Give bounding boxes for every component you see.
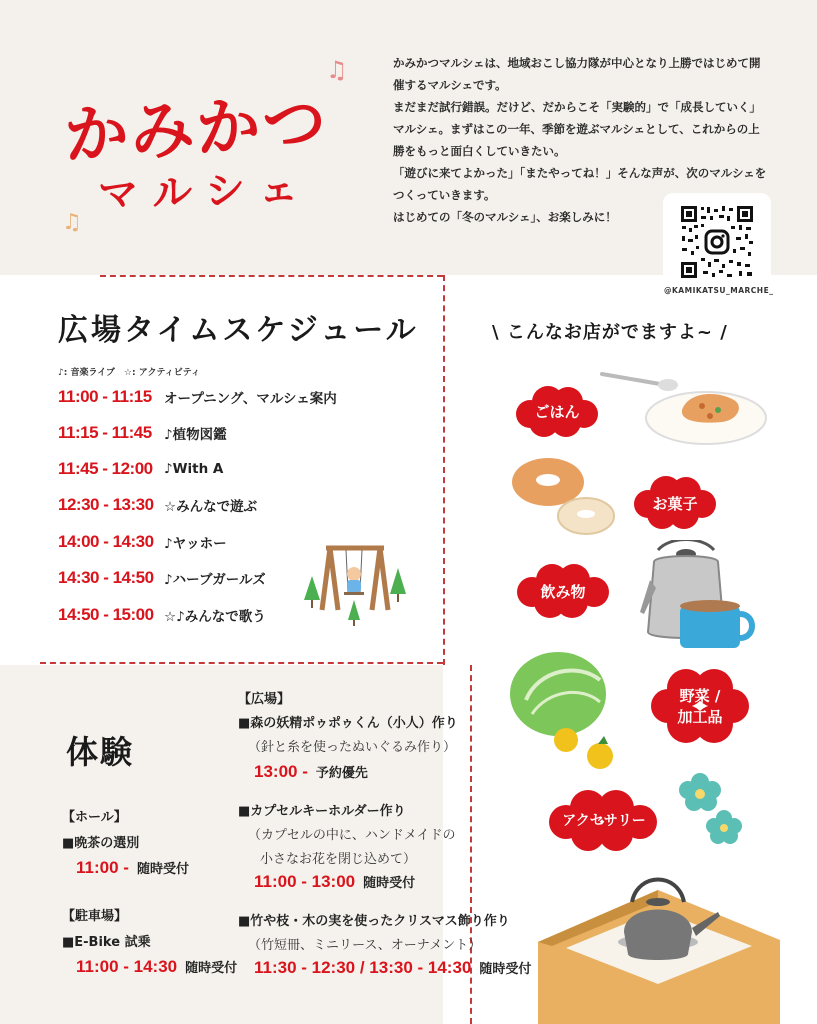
instagram-handle[interactable]: @KAMIKATSU_MARCHE_	[664, 286, 774, 295]
plaza-time-value: 13:00 -	[254, 762, 308, 781]
category-accessory: アクセサリー	[562, 813, 646, 829]
plaza-item-desc: （針と糸を使ったぬいぐるみ作り）	[248, 740, 457, 755]
schedule-time: 14:50 - 15:00	[58, 605, 154, 624]
schedule-legend: ♪: 音楽ライブ ☆: アクティビティ	[58, 368, 201, 378]
schedule-activity: ♪植物図鑑	[164, 427, 227, 443]
plaza-item-time	[254, 872, 415, 892]
hall-time	[76, 858, 189, 878]
schedule-row	[58, 382, 337, 412]
donut-illustration	[508, 452, 616, 542]
intro-line: かみかつマルシェは、地域おこし協力隊が中心となり上勝ではじめて開	[393, 56, 761, 70]
schedule-activity: ♪ハーブガールズ	[164, 572, 266, 588]
cabbage-illustration	[508, 640, 634, 774]
intro-line: 「遊びに来てよかった」「またやってね！」そんな声が、次のマルシェを	[393, 166, 767, 180]
plaza-item-time	[254, 958, 531, 978]
schedule-title: 広場タイムスケジュール	[58, 313, 419, 348]
music-note-icon: ♫	[326, 56, 348, 84]
schedule-row	[58, 418, 227, 448]
schedule-time: 11:45 - 12:00	[58, 459, 153, 478]
schedule-activity: ☆♪みんなで歌う	[164, 609, 266, 625]
plate-illustration	[598, 366, 770, 450]
hall-label: 【ホール】	[62, 810, 127, 825]
logo-title: かみかつ	[62, 86, 331, 174]
plaza-item-name: ■カプセルキーホルダー作り	[238, 804, 406, 819]
schedule-activity: ♪ヤッホー	[164, 536, 227, 552]
schedule-activity: ☆みんなで遊ぶ	[164, 499, 258, 515]
dashed-divider	[443, 275, 445, 665]
experience-title: 体験	[66, 733, 135, 771]
parking-time	[76, 957, 237, 977]
parking-label: 【駐車場】	[62, 909, 128, 924]
intro-line: まだまだ試行錯誤。だけど、だからこそ「実験的」で「成長していく」	[393, 100, 761, 114]
intro-line: 催するマルシェです。	[393, 78, 507, 92]
kettle-cup-illustration	[640, 540, 756, 658]
hearth-illustration	[538, 862, 780, 1024]
parking-item: ■E-Bike 試乗	[62, 935, 151, 950]
category-kakouhin: 加工品	[677, 708, 723, 726]
schedule-time: 12:30 - 13:30	[58, 495, 154, 514]
intro-line: はじめての「冬のマルシェ」、お楽しみに！	[393, 210, 617, 224]
parking-time-value: 11:00 - 14:30	[76, 957, 178, 976]
plaza-note: 随時受付	[363, 876, 416, 891]
category-nomimono: 飲み物	[540, 583, 586, 601]
logo-subtitle: マルシェ	[97, 165, 314, 219]
plaza-time-value: 11:30 - 12:30 / 13:30 - 14:30	[254, 958, 472, 977]
plaza-item-name: ■森の妖精ポゥポゥくん（小人）作り	[238, 716, 458, 731]
dashed-divider	[100, 275, 443, 277]
plaza-label: 【広場】	[238, 692, 291, 707]
intro-line: マルシェ。まずはこの一年、季節を遊ぶマルシェとして、これからの上	[393, 122, 760, 136]
schedule-time: 14:30 - 14:50	[58, 568, 154, 587]
category-yasai: 野菜 /	[679, 687, 721, 705]
plaza-time-value: 11:00 - 13:00	[254, 872, 356, 891]
plaza-item-desc: （竹短冊、ミニリース、オーナメント）	[248, 938, 482, 953]
music-note-icon: ♫	[62, 210, 82, 235]
intro-line: 勝をもっと面白くしていきたい。	[393, 144, 566, 158]
hall-item: ■晩茶の選別	[62, 836, 140, 851]
plaza-note: 予約優先	[315, 766, 368, 781]
plaza-item-name: ■竹や枝・木の実を使ったクリスマス飾り作り	[238, 914, 510, 929]
dashed-divider	[40, 662, 443, 664]
shops-heading: \ こんなお店がでますよ~ /	[492, 322, 728, 343]
schedule-time: 14:00 - 14:30	[58, 532, 154, 551]
schedule-row	[58, 454, 223, 484]
plaza-item-desc: 小さなお花を閉じ込めて）	[260, 852, 417, 867]
hall-time-value: 11:00 -	[76, 858, 129, 877]
flower-accessory-illustration	[672, 766, 748, 850]
plaza-item-time	[254, 762, 368, 782]
hall-note: 随時受付	[136, 862, 189, 877]
schedule-activity: オープニング、マルシェ案内	[164, 391, 337, 407]
plaza-note: 随時受付	[479, 962, 532, 977]
schedule-activity: ♪With A	[164, 461, 224, 477]
instagram-qr-code[interactable]	[679, 204, 755, 280]
schedule-row	[58, 600, 266, 630]
schedule-row	[58, 490, 257, 520]
category-gohan: ごはん	[534, 403, 580, 421]
parking-note: 随時受付	[185, 961, 238, 976]
schedule-row	[58, 527, 227, 557]
schedule-row	[58, 563, 266, 593]
intro-line: つくっていきます。	[393, 188, 496, 202]
category-okashi: お菓子	[652, 495, 698, 513]
schedule-time: 11:15 - 11:45	[58, 423, 152, 442]
schedule-time: 11:00 - 11:15	[58, 387, 152, 406]
swing-illustration	[300, 538, 412, 630]
plaza-item-desc: （カプセルの中に、ハンドメイドの	[248, 828, 456, 843]
